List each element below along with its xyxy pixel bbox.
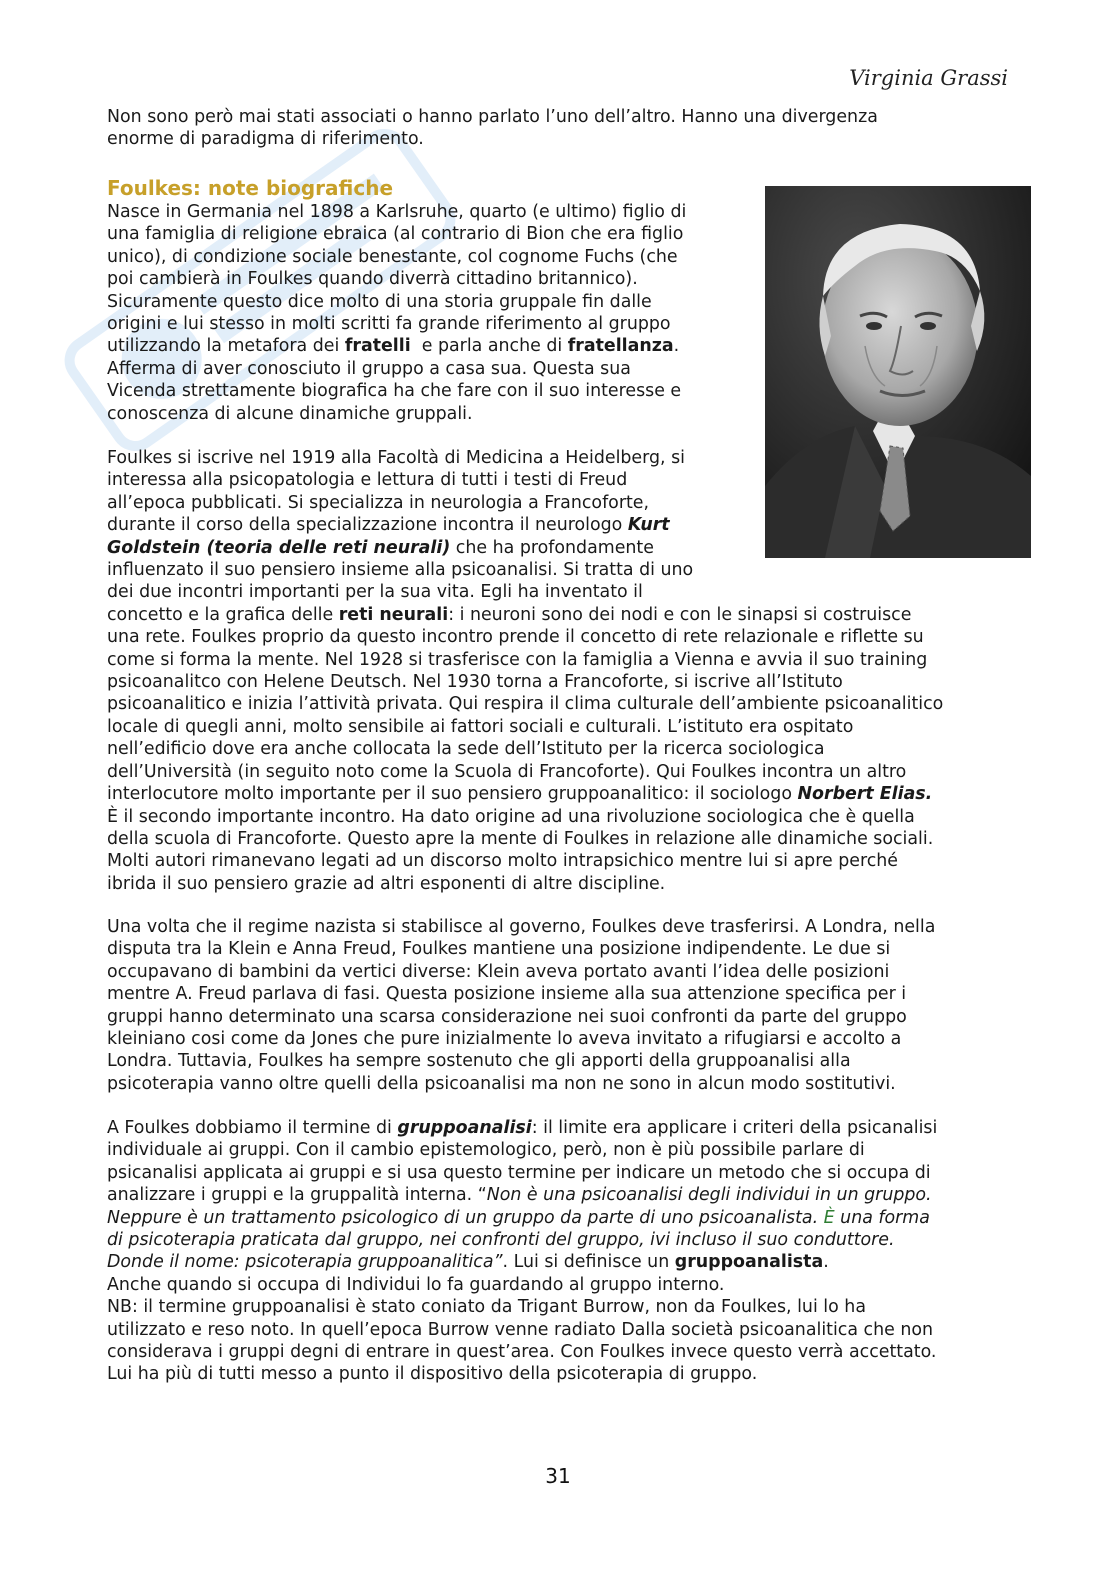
text-line: [107, 537, 943, 559]
text-line: [107, 1117, 937, 1139]
text-line: dell’Università (in seguito noto come la Scuola di Francoforte). Qui Foulkes incontra un altro: [107, 761, 907, 782]
bold-term-fratelli: fratelli: [344, 336, 411, 357]
text-line: [107, 1207, 937, 1229]
text-run: durante il corso della specializzazione incontra il neurologo: [107, 515, 628, 536]
text-line: psicoanalitico e inizia l’attività privata. Qui respira il clima culturale dell’ambiente psicoanalitico: [107, 694, 944, 715]
text-line: come si forma la mente. Nel 1928 si trasferisce con la famiglia a Vienna e avvia il suo training: [107, 649, 928, 670]
text-run: che ha profondamente: [450, 537, 654, 558]
bold-italic-term: Norbert Elias.: [797, 784, 933, 805]
text-line: Londra. Tuttavia, Foulkes ha sempre sostenuto che gli apporti della gruppoanalisi alla: [107, 1051, 851, 1072]
text-line: conoscenza di alcune dinamiche gruppali.: [107, 403, 473, 424]
text-line: dei due incontri importanti per la sua vita. Egli ha inventato il: [107, 582, 643, 603]
text-line: [107, 1251, 937, 1273]
text-line: NB: il termine gruppoanalisi è stato coniato da Trigant Burrow, non da Foulkes, lui lo ha: [107, 1297, 866, 1318]
document-author: Virginia Grassi: [849, 66, 1008, 90]
text-line: [107, 1184, 937, 1206]
text-line: È il secondo importante incontro. Ha dato origine ad una rivoluzione sociologica che è quella: [107, 806, 915, 827]
text-run: : i neuroni sono dei nodi e con le sinapsi si costruisce: [448, 604, 912, 625]
text-line: interessa alla psicopatologia e lettura di tutti i testi di Freud: [107, 470, 628, 491]
text-line: psicanalisi applicata ai gruppi e si usa questo termine per indicare un metodo che si occupa di: [107, 1162, 931, 1183]
text-line: gruppi hanno determinato una scarsa considerazione nei suoi confronti da parte del gruppo: [107, 1006, 907, 1027]
text-line: psicoterapia vanno oltre quelli della psicoanalisi ma non ne sono in alcun modo sostitutivi.: [107, 1073, 896, 1094]
italic-quote: una forma: [834, 1207, 930, 1228]
italic-quote: Non è una psicoanalisi degli individui in un gruppo.: [486, 1185, 932, 1206]
text-line: della scuola di Francoforte. Questo apre la mente di Foulkes in relazione alle dinamiche sociali.: [107, 828, 934, 849]
bold-italic-term: Kurt: [627, 515, 670, 536]
biography-paragraph-3: [107, 916, 935, 1095]
text-line: enorme di paradigma di riferimento.: [107, 129, 424, 150]
biography-paragraph-1: [107, 201, 686, 425]
text-line: una famiglia di religione ebraica (al contrario di Bion che era figlio: [107, 224, 684, 245]
text-line: Sicuramente questo dice molto di una storia gruppale fin dalle: [107, 291, 652, 312]
bold-term-gruppoanalista: gruppoanalista: [674, 1252, 824, 1273]
text-line: kleiniano cosi come da Jones che pure inizialmente lo aveva invitato a rifugiarsi e accolto a: [107, 1029, 902, 1050]
text-line: Foulkes si iscrive nel 1919 alla Facoltà di Medicina a Heidelberg, si: [107, 448, 685, 468]
text-line: una rete. Foulkes proprio da questo incontro prende il concetto di rete relazionale e riflette su: [107, 627, 924, 648]
text-line: origini e lui stesso in molti scritti fa grande riferimento al gruppo: [107, 314, 671, 335]
biography-paragraph-2: [107, 447, 943, 895]
text-line: all’epoca pubblicati. Si specializza in neurologia a Francoforte,: [107, 492, 650, 513]
text-line: individuale ai gruppi. Con il cambio epistemologico, però, non è più possibile parlare di: [107, 1140, 865, 1161]
text-run: .: [823, 1252, 829, 1273]
text-line: [107, 335, 686, 357]
biography-paragraph-4: [107, 1117, 937, 1386]
text-run: e parla anche di: [410, 336, 568, 357]
green-text: È: [823, 1207, 835, 1228]
text-line: mentre A. Freud parlava di fasi. Questa posizione insieme alla sua attenzione specifica per i: [107, 984, 907, 1005]
section-title: Foulkes: note biografiche: [107, 176, 394, 200]
text-line: [107, 514, 943, 536]
text-line: [107, 604, 943, 626]
text-run: . Lui si definisce un: [502, 1252, 675, 1273]
text-line: Lui ha più di tutti messo a punto il dispositivo della psicoterapia di gruppo.: [107, 1364, 758, 1385]
text-run: concetto e la grafica delle: [107, 604, 339, 625]
italic-quote: Neppure è un trattamento psicologico di un gruppo da parte di uno psicoanalista.: [107, 1207, 824, 1228]
text-line: Vicenda strettamente biografica ha che fare con il suo interesse e: [107, 381, 682, 402]
text-line: considerava i gruppi degni di entrare in quest’area. Con Foulkes invece questo verrà accettato.: [107, 1342, 937, 1363]
text-line: Non sono però mai stati associati o hanno parlato l’uno dell’altro. Hanno una divergenza: [107, 107, 878, 127]
text-line: psicoanalitco con Helene Deutsch. Nel 1930 torna a Francoforte, si iscrive all’Istituto: [107, 672, 843, 693]
text-run: A Foulkes dobbiamo il termine di: [107, 1118, 398, 1138]
text-run: .: [673, 336, 680, 357]
italic-quote: Donde il nome: psicoterapia gruppoanalitica”: [107, 1252, 503, 1273]
text-line: unico), di condizione sociale benestante, col cognome Fuchs (che: [107, 246, 678, 267]
text-line: nell’edificio dove era anche collocata la sede dell’Istituto per la ricerca sociologica: [107, 739, 825, 760]
text-line: Anche quando si occupa di Individui lo fa guardando al gruppo interno.: [107, 1274, 725, 1295]
bold-term-reti-neurali: reti neurali: [338, 604, 449, 625]
bold-italic-term: gruppoanalisi: [397, 1118, 532, 1138]
text-line: utilizzato e reso noto. In quell’epoca Burrow venne radiato Dalla società psicoanalitica che non: [107, 1319, 934, 1340]
text-line: Nasce in Germania nel 1898 a Karlsruhe, quarto (e ultimo) figlio di: [107, 202, 687, 222]
text-line: di psicoterapia praticata dal gruppo, nei confronti del gruppo, ivi incluso il suo conduttore.: [107, 1230, 895, 1251]
text-run: : il limite era applicare i criteri della psicanalisi: [531, 1118, 938, 1138]
text-line: locale di quegli anni, molto sensibile ai fattori sociali e culturali. L’istituto era ospitato: [107, 716, 854, 737]
text-line: Una volta che il regime nazista si stabilisce al governo, Foulkes deve trasferirsi. A Londra, nella: [107, 917, 936, 937]
text-line: [107, 783, 943, 805]
text-line: disputa tra la Klein e Anna Freud, Foulkes mantiene una posizione indipendente. Le due si: [107, 939, 891, 960]
text-line: influenzato il suo pensiero insieme alla psicoanalisi. Si tratta di uno: [107, 560, 694, 581]
bold-term-fratellanza: fratellanza: [567, 336, 674, 357]
text-run: utilizzando la metafora dei: [107, 336, 345, 357]
text-line: ibrida il suo pensiero grazie ad altri esponenti di altre discipline.: [107, 873, 666, 894]
text-run: interlocutore molto importante per il suo pensiero gruppoanalitico: il sociologo: [107, 784, 798, 805]
text-line: Afferma di aver conosciuto il gruppo a casa sua. Questa sua: [107, 358, 631, 379]
page-number: 31: [545, 1464, 571, 1488]
intro-paragraph: [107, 106, 878, 151]
bold-italic-term: Goldstein (teoria delle reti neurali): [107, 537, 451, 558]
text-run: analizzare i gruppi e la gruppalità interna. “: [107, 1185, 487, 1206]
text-line: Molti autori rimanevano legati ad un discorso molto intrapsichico mentre lui si apre perché: [107, 851, 898, 872]
text-line: poi cambierà in Foulkes quando diverrà cittadino britannico).: [107, 269, 638, 290]
text-line: occupavano di bambini da vertici diverse: Klein aveva portato avanti l’idea delle posizioni: [107, 961, 890, 982]
